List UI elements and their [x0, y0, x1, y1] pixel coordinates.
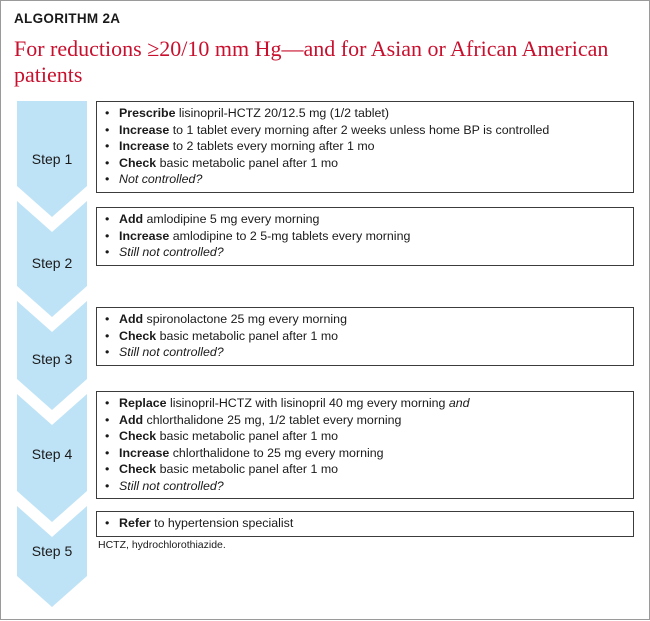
bullet-icon: • [105, 478, 110, 493]
item-text: lisinopril-HCTZ with lisinopril 40 mg every morning [166, 396, 449, 410]
step-2-item [105, 244, 625, 261]
item-text: amlodipine 5 mg every morning [143, 212, 320, 226]
step-2-item [105, 211, 625, 228]
item-keyword: Increase [119, 139, 170, 153]
step-5-box [96, 511, 634, 537]
item-text: lisinopril-HCTZ 20/12.5 mg (1/2 tablet) [175, 106, 389, 120]
step-5-item [105, 515, 625, 532]
item-text: to hypertension specialist [150, 516, 294, 530]
item-keyword: Check [119, 429, 157, 443]
item-italic: Not controlled? [119, 172, 203, 186]
item-keyword: Check [119, 462, 157, 476]
step-3-label: Step 3 [31, 351, 73, 367]
step-1-label: Step 1 [31, 151, 73, 167]
footnote: HCTZ, hydrochlorothiazide. [98, 539, 226, 551]
item-keyword: Check [119, 328, 157, 343]
step-4-item [105, 395, 625, 412]
item-keyword: Prescribe [119, 106, 176, 120]
step-4-label: Step 4 [31, 446, 73, 462]
bullet-icon: • [105, 212, 110, 226]
item-text: basic metabolic panel after 1 mo [156, 462, 339, 476]
bullet-icon: • [105, 445, 110, 460]
algorithm-kicker: ALGORITHM 2A [14, 11, 121, 26]
bullet-icon: • [105, 412, 110, 427]
bullet-icon: • [105, 228, 110, 243]
algorithm-title: For reductions ≥20/10 mm Hg—and for Asian or African American patients [14, 36, 609, 87]
step-4-item [105, 412, 625, 429]
bullet-icon: • [105, 345, 110, 359]
item-text: amlodipine to 2 5-mg tablets every morning [169, 228, 411, 243]
bullet-icon: • [105, 172, 110, 186]
bullet-icon: • [105, 429, 110, 443]
step-4-box [96, 391, 634, 499]
item-text: basic metabolic panel after 1 mo [156, 328, 339, 343]
item-text: to 1 tablet every morning after 2 weeks unless home BP is controlled [169, 122, 550, 137]
step-2-item [105, 228, 625, 245]
item-keyword: Refer [119, 516, 151, 530]
step-1-item [105, 105, 625, 122]
step-4-item [105, 478, 625, 495]
step-1-item [105, 155, 625, 172]
step-2-box [96, 207, 634, 266]
bullet-icon: • [105, 312, 110, 326]
item-keyword: Replace [119, 396, 167, 410]
bullet-icon: • [105, 245, 110, 259]
step-1-box [96, 101, 634, 193]
step-1-item [105, 138, 625, 155]
step-1-item [105, 171, 625, 188]
item-italic: and [448, 396, 470, 410]
item-text: to 2 tablets every morning after 1 mo [169, 139, 375, 153]
step-5-label: Step 5 [31, 543, 73, 559]
bullet-icon: • [105, 396, 110, 410]
step-4-item [105, 445, 625, 462]
step-4-item [105, 461, 625, 478]
item-text: basic metabolic panel after 1 mo [156, 429, 339, 443]
step-3-item [105, 311, 625, 328]
item-italic: Still not controlled? [119, 245, 224, 259]
item-keyword: Check [119, 155, 157, 170]
bullet-icon: • [105, 328, 110, 343]
step-3-box [96, 307, 634, 366]
bullet-icon: • [105, 122, 110, 137]
item-text: chlorthalidone 25 mg, 1/2 tablet every morning [143, 412, 402, 427]
item-keyword: Add [119, 212, 144, 226]
step-3-item [105, 344, 625, 361]
item-text: basic metabolic panel after 1 mo [156, 155, 339, 170]
step-3-item [105, 328, 625, 345]
item-keyword: Increase [119, 445, 170, 460]
bullet-icon: • [105, 106, 110, 120]
step-2-label: Step 2 [31, 255, 73, 271]
bullet-icon: • [105, 155, 110, 170]
step-4-item [105, 428, 625, 445]
item-keyword: Add [119, 412, 144, 427]
item-keyword: Add [119, 312, 144, 326]
item-italic: Still not controlled? [119, 478, 224, 493]
bullet-icon: • [105, 516, 110, 530]
step-1-item [105, 122, 625, 139]
bullet-icon: • [105, 139, 110, 153]
bullet-icon: • [105, 462, 110, 476]
item-text: spironolactone 25 mg every morning [143, 312, 347, 326]
item-text: chlorthalidone to 25 mg every morning [169, 445, 384, 460]
item-italic: Still not controlled? [119, 345, 224, 359]
item-keyword: Increase [119, 228, 170, 243]
item-keyword: Increase [119, 122, 170, 137]
